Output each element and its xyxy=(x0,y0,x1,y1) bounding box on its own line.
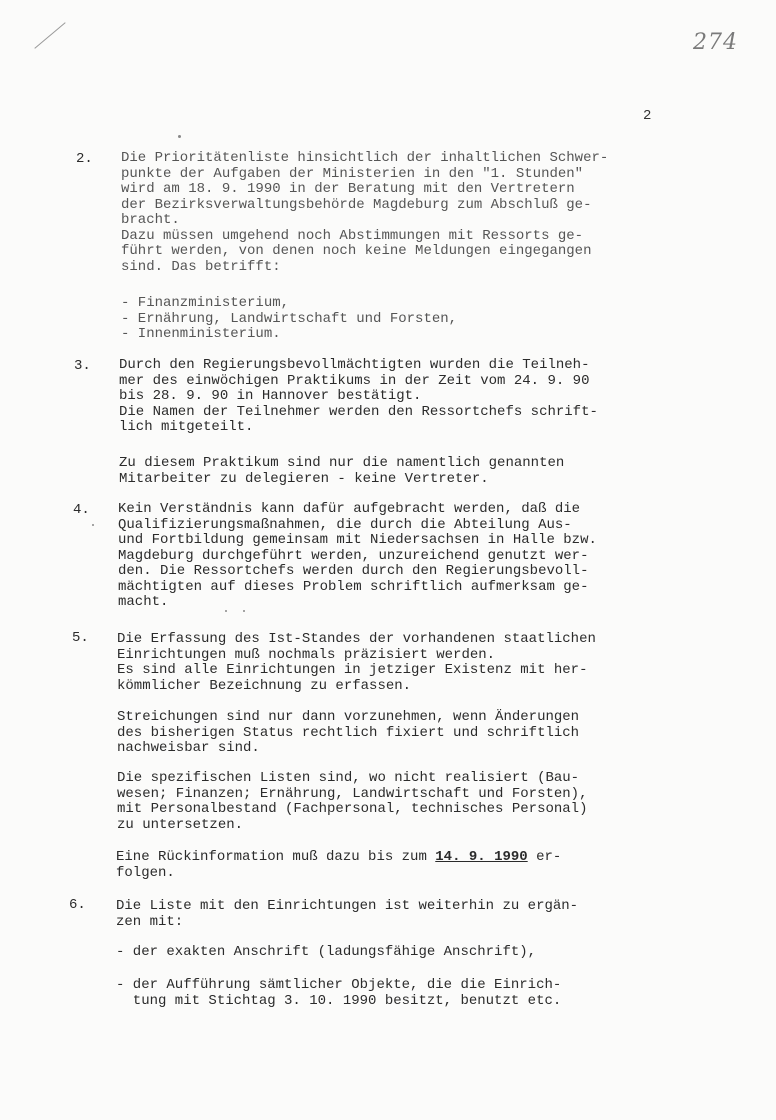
text-line: Magdeburg durchgeführt werden, unzureichend genutzt wer- xyxy=(118,547,589,564)
handwritten-archive-number: 274 xyxy=(693,30,738,55)
text-line: - der exakten Anschrift (ladungsfähige Anschrift), xyxy=(116,944,537,960)
text-line: Dazu müssen umgehend noch Abstimmungen mit Ressorts ge- xyxy=(121,227,584,244)
item-number: 4. xyxy=(73,502,90,518)
text-line: sind. Das betrifft: xyxy=(121,258,281,275)
text-line: den. Die Ressortchefs werden durch den Regierungsbevoll- xyxy=(118,563,589,579)
text-line: des bisherigen Status rechtlich fixiert und schriftlich xyxy=(117,724,580,741)
deadline-text: Eine Rückinformation muß dazu bis zum xyxy=(116,849,436,865)
text-line: - der Aufführung sämtlicher Objekte, die die Einrich- xyxy=(116,977,562,993)
text-line: mer des einwöchigen Praktikums in der Zeit vom 24. 9. 90 xyxy=(119,372,590,389)
deadline-text: er- xyxy=(527,849,562,865)
text-line: Die Namen der Teilnehmer werden den Ressortchefs schrift- xyxy=(119,403,598,420)
item-6-paragraph-1 xyxy=(116,899,578,930)
item-number: 3. xyxy=(74,358,91,374)
item-3-paragraph-2 xyxy=(119,456,564,487)
text-line: Die Prioritätenliste hinsichtlich der inhaltlichen Schwer- xyxy=(121,150,609,166)
text-line: zen mit: xyxy=(116,913,184,930)
text-line: mächtigten auf dieses Problem schriftlich aufmerksam ge- xyxy=(118,578,589,595)
deadline-date: 14. 9. 1990 xyxy=(435,849,528,865)
text-line: Die Liste mit den Einrichtungen ist weiterhin zu ergän- xyxy=(116,898,579,914)
item-5-paragraph-3 xyxy=(117,771,587,833)
text-line: der Bezirksverwaltungsbehörde Magdeburg zum Abschluß ge- xyxy=(121,196,592,213)
text-line xyxy=(116,850,561,866)
item-6-list-item-2 xyxy=(116,978,561,1009)
text-line: zu untersetzen. xyxy=(117,816,244,833)
scan-speck xyxy=(225,610,227,612)
text-line: Kein Verständnis kann dafür aufgebracht werden, daß die xyxy=(118,501,581,517)
text-line: lich mitgeteilt. xyxy=(119,419,254,435)
text-line: Die Erfassung des Ist-Standes der vorhandenen staatlichen xyxy=(117,631,596,647)
text-line: punkte der Aufgaben der Ministerien in den "1. Stunden" xyxy=(121,165,584,182)
item-number: 5. xyxy=(72,630,89,646)
text-line: Es sind alle Einrichtungen in jetziger Existenz mit her- xyxy=(117,662,588,678)
item-5-deadline xyxy=(116,850,561,881)
text-line: Zu diesem Praktikum sind nur die namentlich genannten xyxy=(119,455,565,471)
item-4-paragraph-1 xyxy=(118,502,597,611)
text-line: und Fortbildung gemeinsam mit Niedersachsen in Halle bzw. xyxy=(118,532,597,548)
text-line: wesen; Finanzen; Ernährung, Landwirtschaft und Forsten), xyxy=(117,785,588,802)
text-line: kömmlicher Bezeichnung zu erfassen. xyxy=(117,677,412,694)
text-line: macht. xyxy=(118,594,169,610)
item-6-list-item-1 xyxy=(116,945,536,961)
text-line: nachweisbar sind. xyxy=(117,740,260,756)
text-line: Einrichtungen muß nochmals präzisiert werden. xyxy=(117,646,496,663)
scan-speck xyxy=(92,524,94,526)
item-number: 6. xyxy=(69,897,86,913)
scan-speck xyxy=(178,135,181,138)
item-5-paragraph-1 xyxy=(117,632,596,694)
text-line: folgen. xyxy=(116,864,175,881)
text-line: Durch den Regierungsbevollmächtigten wurden die Teilneh- xyxy=(119,357,590,373)
text-line: Qualifizierungsmaßnahmen, die durch die Abteilung Aus- xyxy=(118,516,572,533)
text-line: bracht. xyxy=(121,212,180,228)
text-line: Mitarbeiter zu delegieren - keine Vertreter. xyxy=(119,470,489,487)
scan-mark xyxy=(34,22,65,48)
text-line: tung mit Stichtag 3. 10. 1990 besitzt, benutzt etc. xyxy=(116,992,562,1009)
text-line: Streichungen sind nur dann vorzunehmen, wenn Änderungen xyxy=(117,709,580,725)
item-2-paragraph-1 xyxy=(121,151,608,275)
item-number: 2. xyxy=(76,151,93,167)
text-line: bis 28. 9. 90 in Hannover bestätigt. xyxy=(119,388,422,404)
item-3-paragraph-1 xyxy=(119,358,598,436)
list-item: - Innenministerium. xyxy=(121,326,281,342)
list-item: - Ernährung, Landwirtschaft und Forsten, xyxy=(121,310,458,327)
page-number: 2 xyxy=(643,108,652,124)
text-line: führt werden, von denen noch keine Meldungen eingegangen xyxy=(121,243,592,259)
scan-speck xyxy=(243,610,245,612)
list-item: - Finanzministerium, xyxy=(121,295,290,311)
item-2-list xyxy=(121,296,457,343)
text-line: mit Personalbestand (Fachpersonal, technisches Personal) xyxy=(117,801,588,817)
item-5-paragraph-2 xyxy=(117,710,579,757)
text-line: Die spezifischen Listen sind, wo nicht realisiert (Bau- xyxy=(117,770,580,786)
text-line: wird am 18. 9. 1990 in der Beratung mit den Vertretern xyxy=(121,181,575,197)
